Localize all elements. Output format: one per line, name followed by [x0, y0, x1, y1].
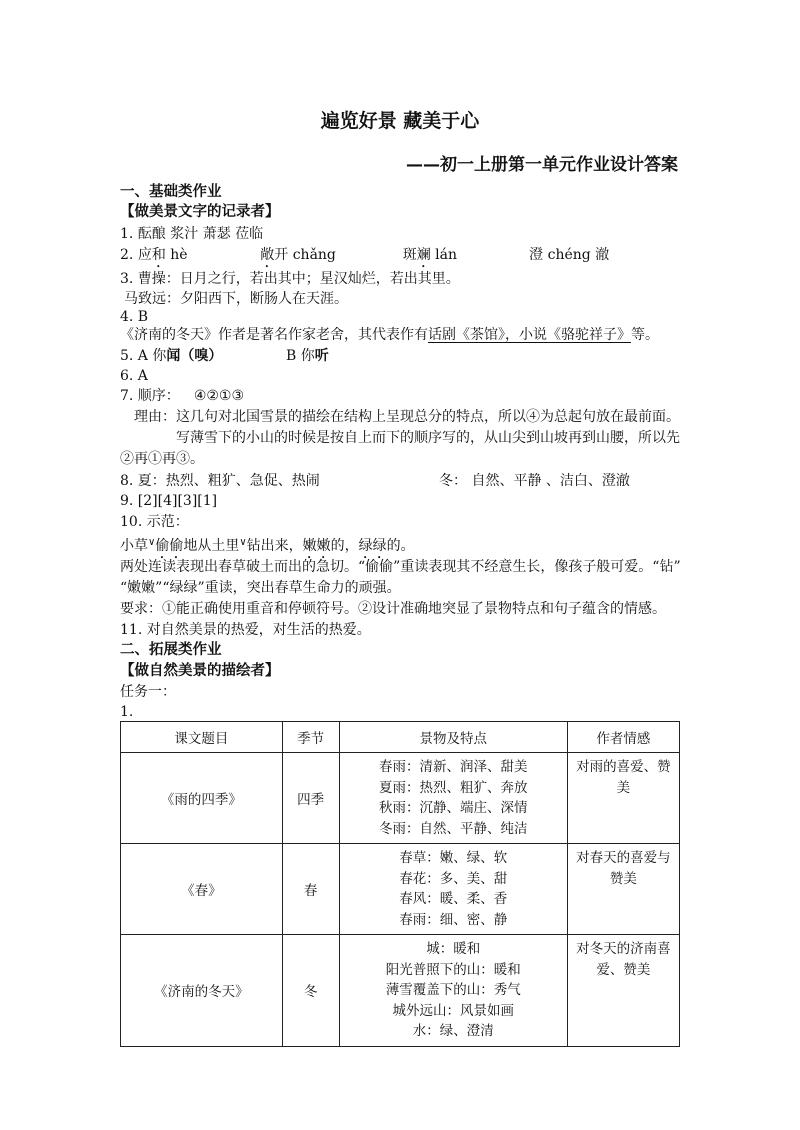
table-row [121, 753, 680, 844]
answer-10-example: 小草∨偷偷地从土里∨钻出来，嫩嫩的，绿绿的。 [120, 537, 415, 554]
section-1-subheading: 【做美景文字的记录者】 [120, 204, 280, 220]
answer-6: 6. A [120, 368, 148, 384]
table-row [121, 844, 680, 935]
answer-7-order: 7. 顺序： ④②①③ [120, 388, 245, 404]
text-title: 《济南的冬天》 [121, 935, 283, 1047]
season: 春 [282, 844, 339, 935]
text-title: 《雨的四季》 [121, 753, 283, 844]
answer-4: 4. B [120, 309, 149, 325]
answer-7-reason-2: 写薄雪下的小山的时候是按自上而下的顺序写的，从山尖到山坡再到山腰，所以先 [176, 430, 680, 446]
answer-2-item: 斑斓 lán [402, 247, 458, 263]
task-label: 任务一： [120, 684, 176, 700]
answer-2-prefix: 2. [120, 247, 138, 263]
answer-2-item: 敞开 chǎng [260, 247, 336, 263]
document-title: 遍览好景 藏美于心 [320, 110, 480, 132]
answer-7-reason-3: ②再①再③。 [120, 451, 204, 467]
answer-3-line-1: 3. 曹操：日月之行，若出其中；星汉灿烂，若出其里。 [120, 271, 460, 287]
text-title: 《春》 [121, 844, 283, 935]
emotion: 对春天的喜爱与 赞美 [567, 844, 679, 935]
table-header: 作者情感 [567, 722, 679, 753]
document-subtitle: ——初一上册第一单元作业设计答案 [406, 155, 678, 175]
section-2-heading: 二、拓展类作业 [120, 642, 222, 658]
answer-3-line-2: 马致远：夕阳西下，断肠人在天涯。 [124, 291, 348, 307]
table-header: 课文题目 [121, 722, 283, 753]
answer-9: 9. [2][4][3][1] [120, 493, 218, 509]
table-header: 景物及特点 [339, 722, 567, 753]
answer-11: 11. 对自然美景的热爱，对生活的热爱。 [120, 622, 371, 638]
season: 四季 [282, 753, 339, 844]
features: 春雨：清新、润泽、甜美 夏雨：热烈、粗犷、奔放 秋雨：沉静、端庄、深情 冬雨：自然、平静、纯洁 [339, 753, 567, 844]
emotion: 对雨的喜爱、赞 美 [567, 753, 679, 844]
answer-2-item: 应和 hè [137, 247, 188, 263]
section-1-heading: 一、基础类作业 [120, 184, 222, 200]
pause-mark: ∨ [239, 537, 247, 548]
section-2-subheading: 【做自然美景的描绘者】 [120, 663, 280, 679]
answer-8: 8. 夏：热烈、粗犷、急促、热闹 冬： 自然、平静 、洁白、澄澈 [120, 473, 630, 489]
answer-4-note: 《济南的冬天》作者是著名作家老舍，其代表作有话剧《茶馆》，小说《骆驼祥子》等。 [120, 327, 659, 343]
table-header: 季节 [282, 722, 339, 753]
answer-7-reason-1: 理由：这几句对北国雪景的描绘在结构上呈现总分的特点，所以④为总起句放在最前面。 [134, 409, 680, 425]
features: 春草：嫩、绿、软 春花：多、美、甜 春风：暖、柔、香 春雨：细、密、静 [339, 844, 567, 935]
answer-10-explanation-2: “嫩嫩”“绿绿”重读，突出春草生命力的顽强。 [120, 580, 401, 596]
answer-5: 5. A 你闻（嗅） B 你听 [120, 348, 329, 364]
answer-1: 1. 酝酿 浆汁 萧瑟 莅临 [120, 226, 264, 242]
pause-mark: ∨ [148, 537, 156, 548]
season-table [120, 721, 680, 1047]
answer-10-label: 10. 示范： [120, 514, 189, 530]
season: 冬 [282, 935, 339, 1047]
task-1-number: 1. [120, 704, 134, 720]
answer-10-explanation-1: 两处连读表现出春草破土而出的急切。“偷偷”重读表现其不经意生长，像孩子般可爱。“钻” [120, 559, 681, 575]
emotion: 对冬天的济南喜 爱、赞美 [567, 935, 679, 1047]
table-row [121, 935, 680, 1047]
table-header-row [121, 722, 680, 753]
answer-10-requirement: 要求：①能正确使用重音和停顿符号。②设计准确地突显了景物特点和句子蕴含的情感。 [120, 601, 666, 617]
underlined-works: 话剧《茶馆》，小说《骆驼祥子》 [428, 327, 631, 343]
features: 城：暖和 阳光普照下的山：暖和 薄雪覆盖下的山：秀气 城外远山：风景如画 水：绿、澄清 [339, 935, 567, 1047]
answer-2 [120, 245, 609, 271]
answer-2-item: 澄 chéng 澈 [529, 247, 610, 263]
